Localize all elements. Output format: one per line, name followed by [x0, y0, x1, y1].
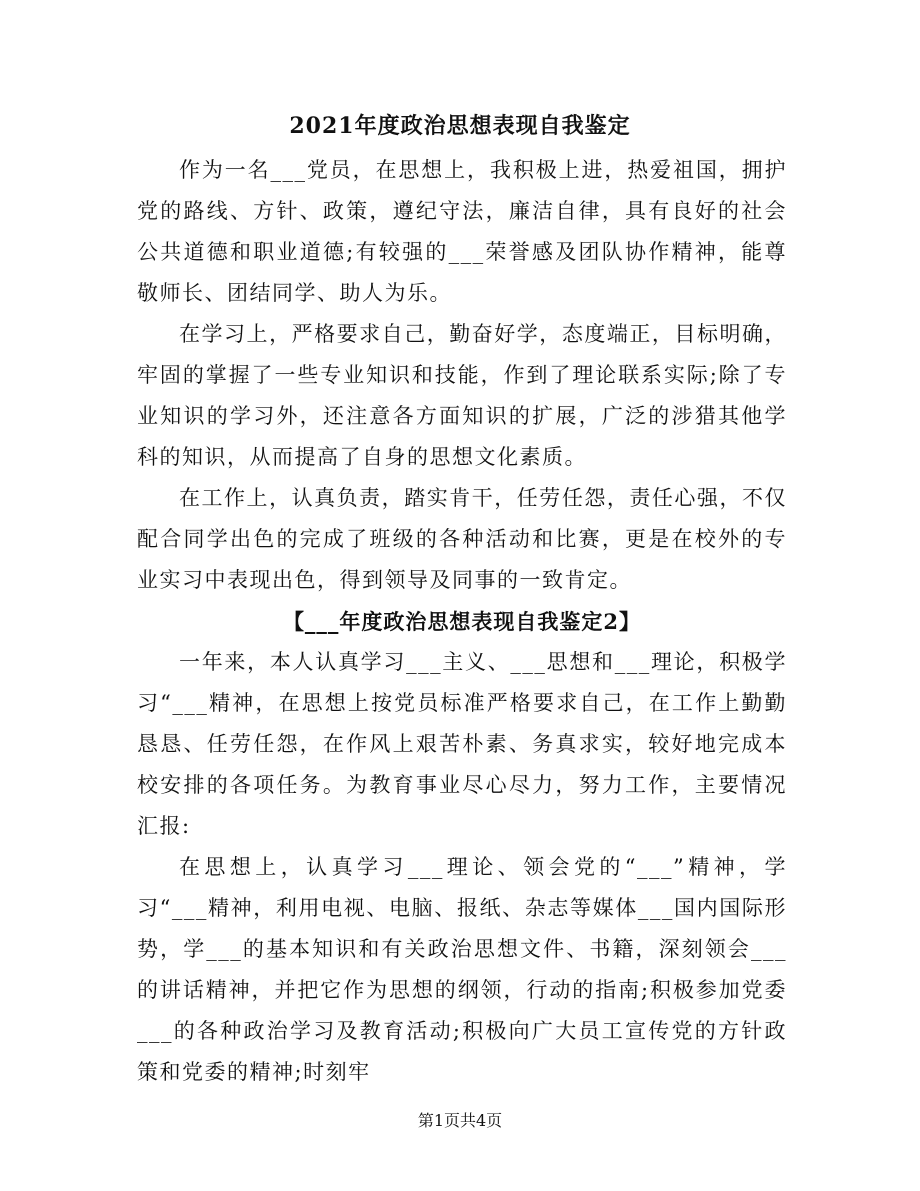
section-2-heading: 【___年度政治思想表现自我鉴定2】 [282, 609, 642, 634]
paragraph-study: 在学习上，严格要求自己，勤奋好学，态度端正，目标明确，牢固的掌握了一些专业知识和技能，作到了理论联系实际;除了专业知识的学习外，还注意各方面知识的扩展，广泛的涉猎其他学科的知识，从而提高了自身的思想文化素质。 [137, 322, 787, 469]
page-footer: 第1页共4页 [417, 1111, 503, 1130]
paragraph-annual-summary: 一年来，本人认真学习___主义、___思想和___理论，积极学习“___精神，在思想上按党员标准严格要求自己，在工作上勤勤恳恳、任劳任怨，在作风上艰苦朴素、务真求实，较好地完成本校安排的各项任务。为教育事业尽心尽力，努力工作，主要情况汇报: [137, 650, 787, 838]
paragraph-political-thought: 作为一名___党员，在思想上，我积极上进，热爱祖国，拥护党的路线、方针、政策，遵纪守法，廉洁自律，具有良好的社会公共道德和职业道德;有较强的___荣誉感及团队协作精神，能尊敬师长、团结同学、助人为乐。 [137, 158, 787, 305]
document-title: 2021年度政治思想表现自我鉴定 [289, 113, 631, 139]
paragraph-thought-study: 在思想上，认真学习___理论、领会党的“___”精神，学习“___精神，利用电视、电脑、报纸、杂志等媒体___国内国际形势，学___的基本知识和有关政治思想文件、书籍，深刻领会___的讲话精神，并把它作为思想的纲领，行动的指南;积极参加党委___的各种政治学习及教育活动;积极向广大员工宣传党的方针政策和党委的精神;时刻牢 [137, 855, 787, 1084]
paragraph-work: 在工作上，认真负责，踏实肯干，任劳任怨，责任心强，不仅配合同学出色的完成了班级的各种活动和比赛，更是在校外的专业实习中表现出色，得到领导及同事的一致肯定。 [137, 486, 787, 592]
document-body [137, 150, 787, 1093]
